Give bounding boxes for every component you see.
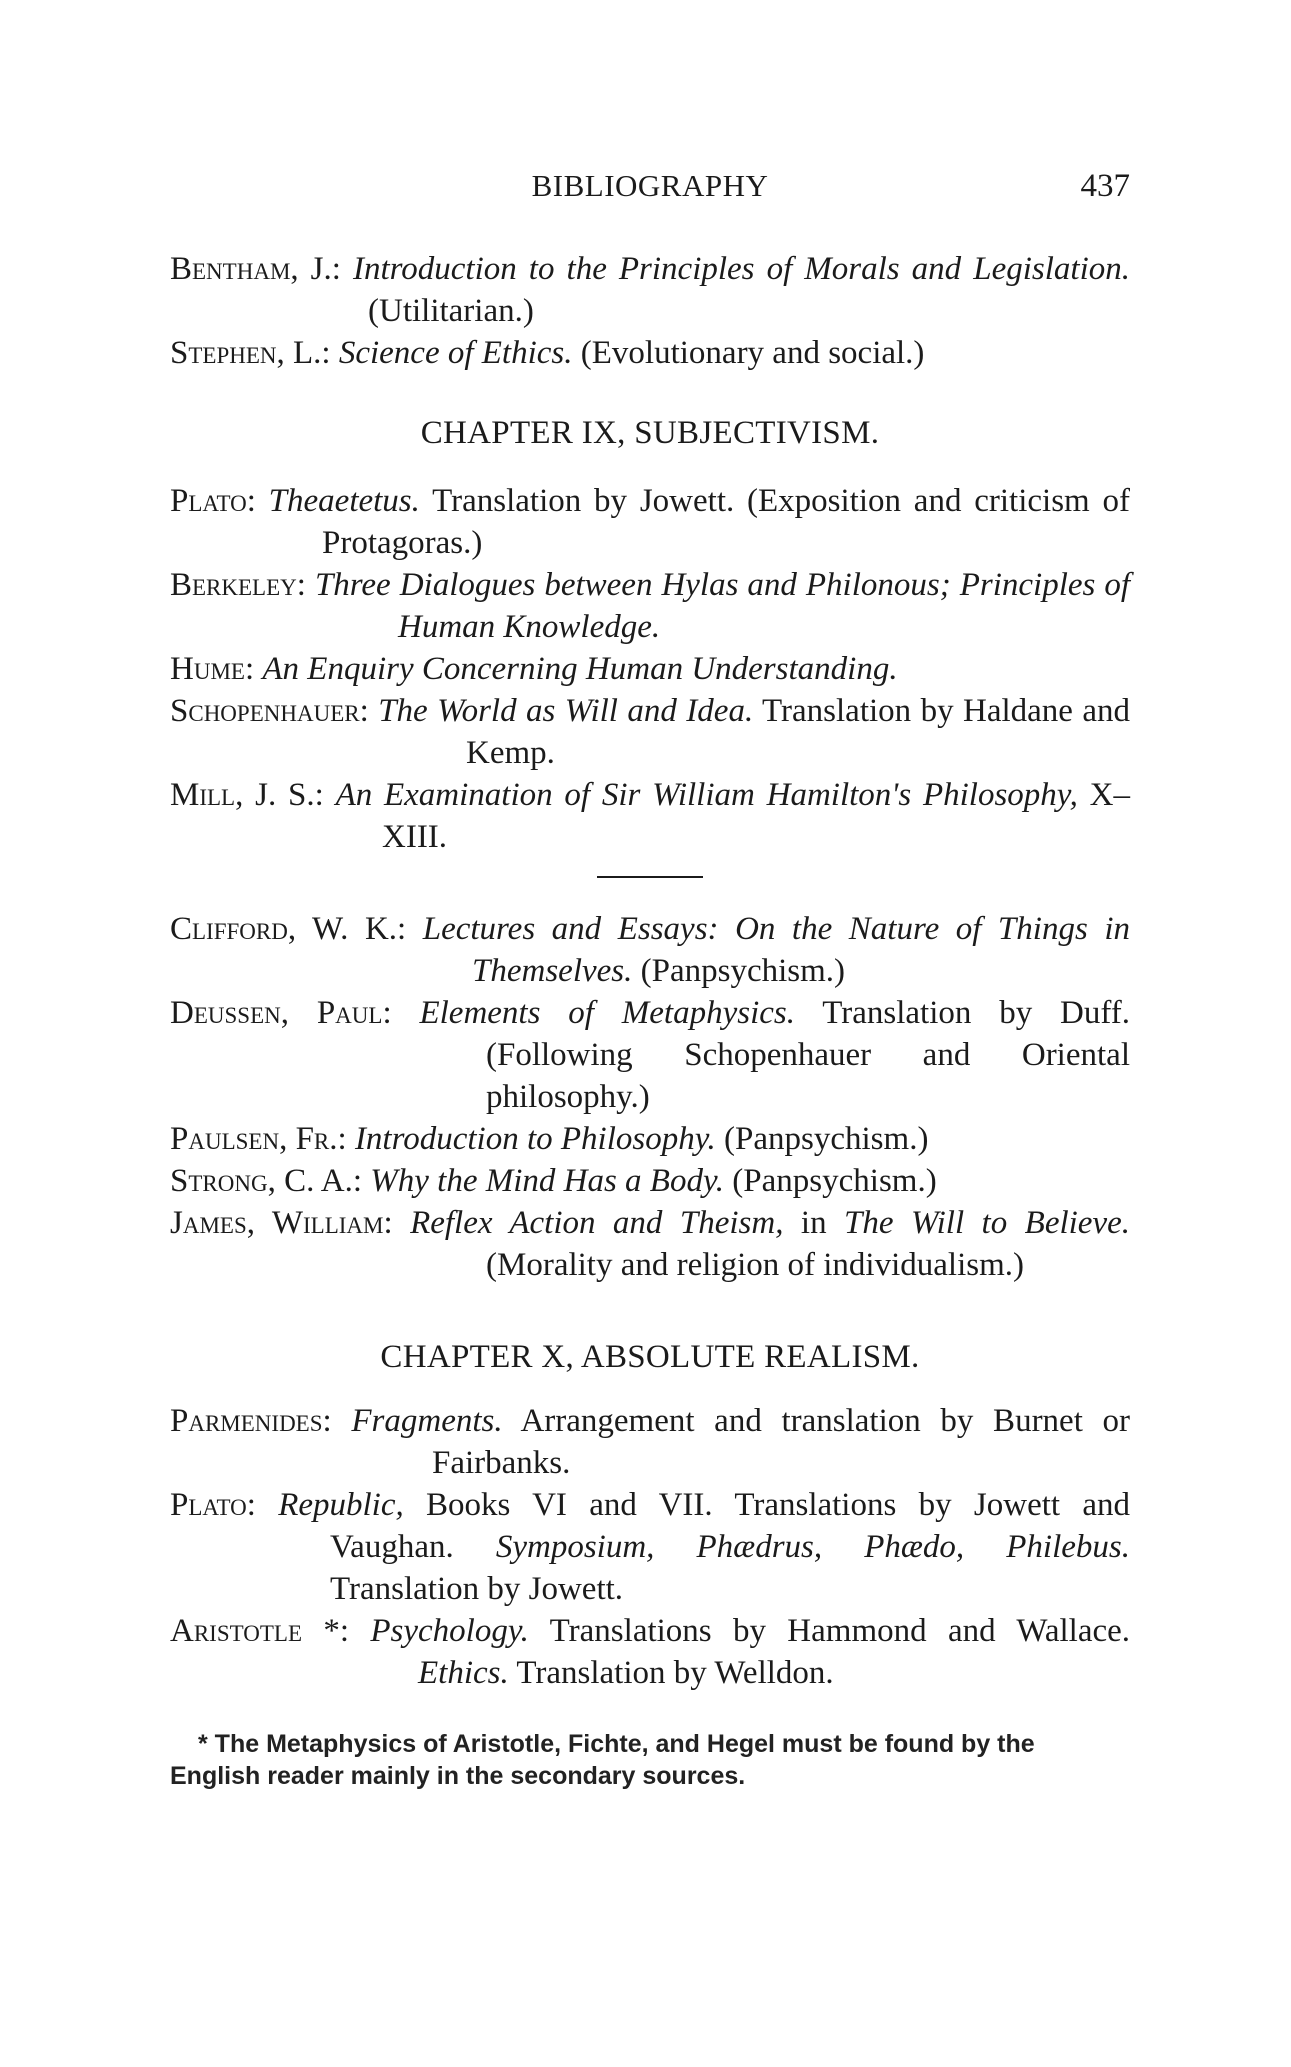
entry-author: Plato: [170,483,256,519]
entry-work: Why the Mind Has a Body. [370,1163,725,1199]
entry-work: Introduction to the Principles of Morals and Legislation. [353,251,1130,287]
entry-plato-republic [170,1484,1130,1610]
entry-note: Translation by Jowett. [330,1571,624,1607]
entry-author: Stephen, L.: [170,335,331,371]
entry-author: Bentham, J.: [170,251,341,287]
entry-author: Plato: [170,1487,256,1523]
entry-note: (Panpsychism.) [640,953,846,989]
entry-paulsen [170,1118,1130,1160]
entry-author: Deussen, Paul: [170,995,392,1031]
entry-work: The World as Will and Idea. [378,693,754,729]
entry-connector: in [800,1205,827,1241]
entry-author: Parmenides: [170,1403,332,1439]
entry-author: Schopenhauer: [170,693,369,729]
entry-work: Elements of Metaphysics. [419,995,795,1031]
entry-author: Strong, C. A.: [170,1163,363,1199]
entry-work: An Enquiry Concerning Human Understanding. [262,651,898,687]
entry-note: (Evolutionary and social.) [580,335,925,371]
entry-work: Introduction to Philosophy. [354,1121,716,1157]
entry-work: Fragments. [351,1403,503,1439]
entry-parmenides [170,1400,1130,1484]
entry-note: (Morality and religion of individualism.) [486,1247,1024,1283]
entry-note: (Utilitarian.) [368,293,534,329]
entry-deussen [170,992,1130,1118]
entry-work: Symposium, Phædrus, Phædo, Philebus. [495,1529,1131,1565]
entry-work: Psychology. [370,1613,529,1649]
entry-plato-theaetetus [170,480,1130,564]
entry-author: Clifford, W. K.: [170,911,407,947]
entry-work: The Will to Believe. [844,1205,1130,1241]
footnote: * The Metaphysics of Aristotle, Fichte, and Hegel must be found by the English reader mainly in the secondary sources. [170,1730,1035,1790]
entry-note: Translation by Duff. (Following Schopenhauer and Oriental philosophy.) [486,995,1131,1115]
entry-author: James, William: [170,1205,393,1241]
entry-mill [170,774,1130,858]
entry-note: Translation by Haldane and Kemp. [466,693,1131,771]
entry-strong [170,1160,1130,1202]
entry-work: Theaetetus. [268,483,420,519]
entry-hume [170,648,1130,690]
entry-note: (Panpsychism.) [732,1163,937,1199]
entry-note: Translation by Welldon. [516,1655,834,1691]
entry-clifford [170,908,1130,992]
entry-author: Aristotle *: [170,1613,350,1649]
entry-author: Hume: [170,651,255,687]
entry-note: (Panpsychism.) [724,1121,929,1157]
section-divider [597,876,703,878]
entry-note: Translation by Jowett. (Exposition and criticism of Protagoras.) [322,483,1131,561]
running-head [170,168,1130,208]
entry-stephen [170,332,1130,374]
entry-note: Arrangement and translation by Burnet or Fairbanks. [432,1403,1131,1481]
entry-james [170,1202,1130,1286]
entry-aristotle [170,1610,1130,1694]
entry-note: Books VI and VII. Translations by Jowett and Vaughan. [330,1487,1131,1565]
entry-work: Republic, [278,1487,404,1523]
entry-author: Mill, J. S.: [170,777,324,813]
entry-work: Ethics. [418,1655,509,1691]
entry-bentham [170,248,1130,332]
entry-schopenhauer [170,690,1130,774]
chapter-x-heading: CHAPTER X, ABSOLUTE REALISM. [380,1339,920,1375]
entry-author: Berkeley: [170,567,306,603]
entry-work: An Examination of Sir William Hamilton's Philosophy, [335,777,1078,813]
bibliography-content [170,248,1130,1817]
entry-author: Paulsen, Fr.: [170,1121,347,1157]
entry-work: Reflex Action and Theism, [410,1205,784,1241]
entry-work: Lectures and Essays: On the Nature of Things in Themselves. [422,911,1130,989]
running-title: BIBLIOGRAPHY [531,168,769,203]
page-number: 437 [1080,168,1130,204]
entry-work: Three Dialogues between Hylas and Philonous; Principles of Human Knowledge. [314,567,1131,645]
entry-note: Translations by Hammond and Wallace. [549,1613,1131,1649]
entry-note: X–XIII. [382,777,1130,855]
entry-work: Science of Ethics. [338,335,573,371]
entry-berkeley [170,564,1130,648]
chapter-ix-heading: CHAPTER IX, SUBJECTIVISM. [420,415,880,451]
